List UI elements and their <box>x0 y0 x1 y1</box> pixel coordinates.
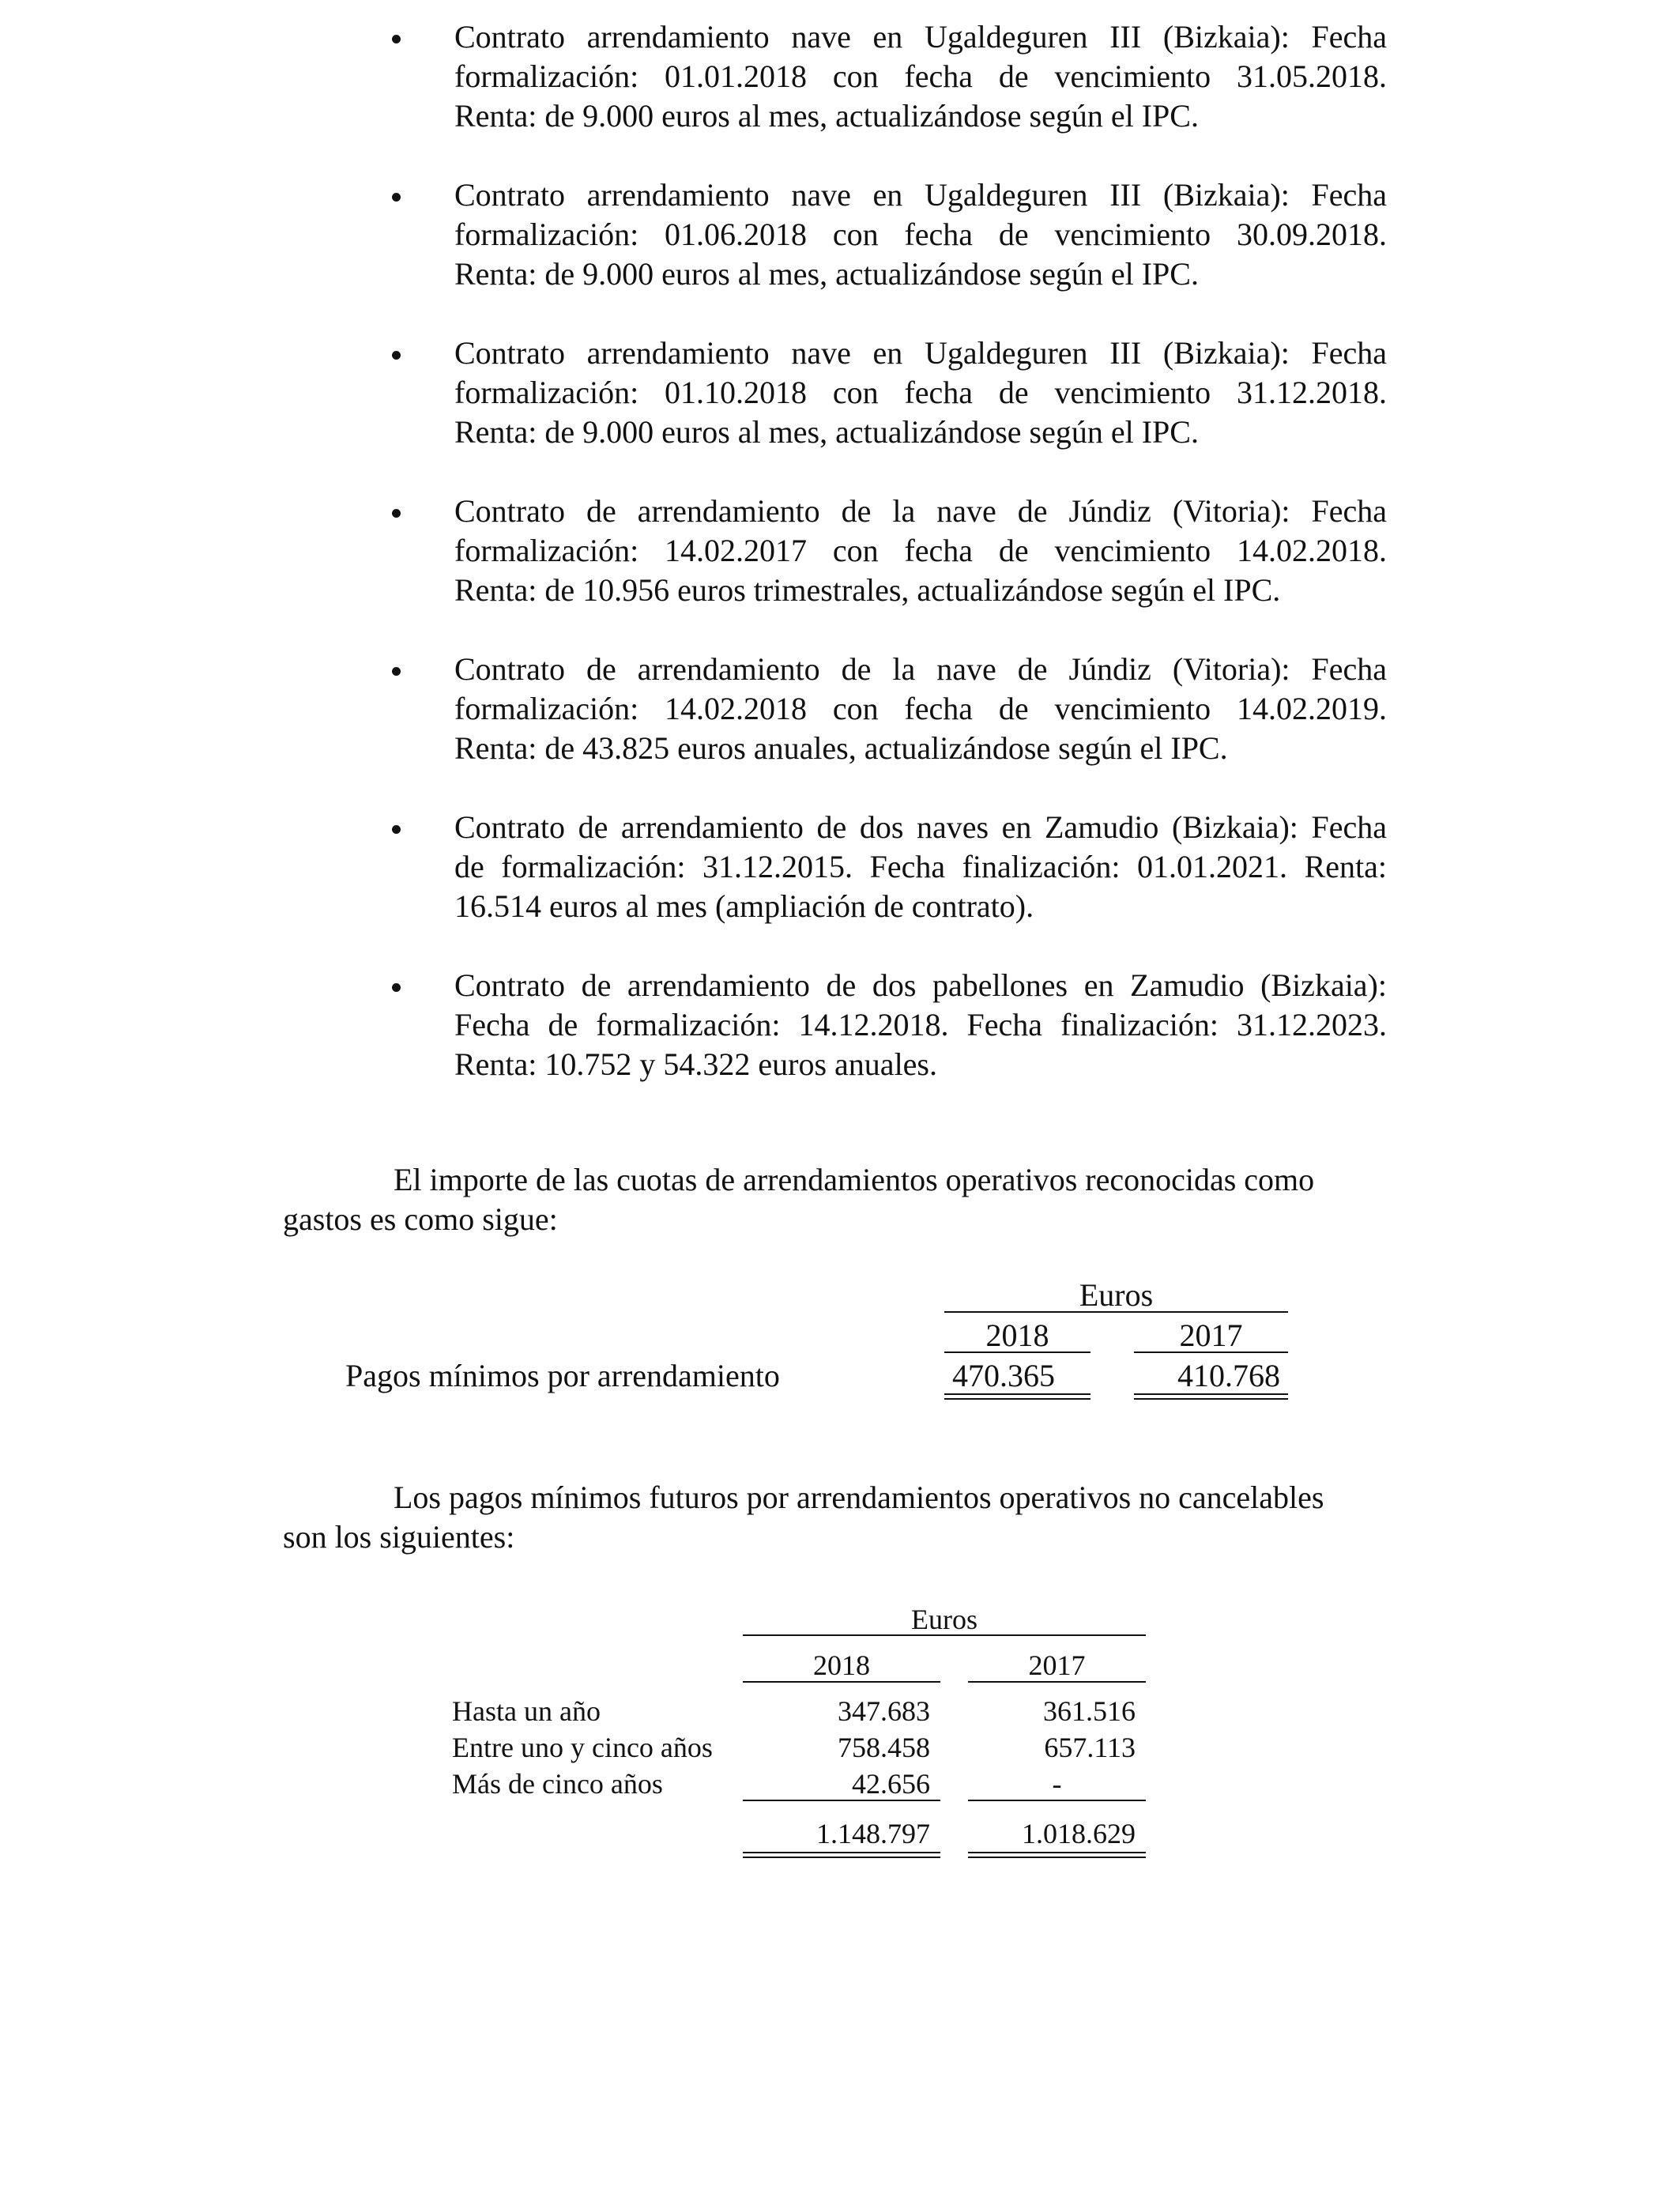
row-label: Pagos mínimos por arrendamiento <box>345 1358 780 1393</box>
divider <box>743 1800 940 1801</box>
value-2017: 361.516 <box>1043 1695 1136 1727</box>
value-2017: 657.113 <box>1044 1732 1136 1763</box>
column-header-2017: 2017 <box>1028 1649 1086 1681</box>
divider <box>944 1351 1090 1353</box>
list-item-line: formalización: 01.10.2018 con fecha de vencimiento 31.12.2018. <box>454 375 1387 410</box>
list-item-line: Renta: de 43.825 euros anuales, actualizándose según el IPC. <box>454 730 1228 766</box>
list-item <box>387 966 1387 1084</box>
list-item-line: Renta: de 9.000 euros al mes, actualizándose según el IPC. <box>454 414 1199 450</box>
double-underline <box>944 1393 1090 1400</box>
expenses-intro-paragraph <box>283 1160 1389 1239</box>
list-item-line: Renta: 10.752 y 54.322 euros anuales. <box>454 1046 937 1082</box>
currency-header: Euros <box>911 1604 977 1635</box>
list-item <box>387 808 1387 926</box>
list-item <box>387 334 1387 452</box>
list-item <box>387 650 1387 768</box>
double-underline <box>743 1852 940 1858</box>
list-item-line: Renta: de 9.000 euros al mes, actualizándose según el IPC. <box>454 98 1199 134</box>
total-2018: 1.148.797 <box>816 1818 930 1849</box>
paragraph-line: El importe de las cuotas de arrendamientos operativos reconocidas como <box>394 1162 1315 1197</box>
divider <box>743 1681 940 1683</box>
total-2017: 1.018.629 <box>1022 1818 1136 1849</box>
list-item-line: Fecha de formalización: 14.12.2018. Fecha finalización: 31.12.2023. <box>454 1007 1387 1042</box>
list-item-line: Renta: de 10.956 euros trimestrales, actualizándose según el IPC. <box>454 572 1281 608</box>
list-item-line: Contrato de arrendamiento de dos naves en Zamudio (Bizkaia): Fecha <box>454 809 1387 845</box>
value-2017: 410.768 <box>1177 1358 1280 1393</box>
value-2017: - <box>1052 1768 1062 1800</box>
divider <box>944 1311 1288 1313</box>
value-2018: 347.683 <box>838 1695 930 1727</box>
column-header-2017: 2017 <box>1179 1318 1243 1353</box>
list-item-line: formalización: 01.01.2018 con fecha de vencimiento 31.05.2018. <box>454 58 1387 94</box>
list-item <box>387 17 1387 136</box>
list-item <box>387 492 1387 610</box>
list-item-line: Contrato de arrendamiento de la nave de Júndiz (Vitoria): Fecha <box>454 651 1387 687</box>
divider <box>968 1681 1146 1683</box>
divider <box>743 1634 1146 1636</box>
list-item-line: Contrato arrendamiento nave en Ugaldeguren III (Bizkaia): Fecha <box>454 335 1387 371</box>
row-label: Entre uno y cinco años <box>452 1732 713 1763</box>
divider <box>968 1800 1146 1801</box>
paragraph-line: Los pagos mínimos futuros por arrendamientos operativos no cancelables <box>394 1480 1324 1515</box>
list-item-line: Contrato de arrendamiento de dos pabellones en Zamudio (Bizkaia): <box>454 967 1387 1003</box>
list-item-line: de formalización: 31.12.2015. Fecha finalización: 01.01.2021. Renta: <box>454 849 1387 884</box>
column-header-2018: 2018 <box>985 1318 1049 1353</box>
value-2018: 758.458 <box>838 1732 930 1763</box>
list-item-line: formalización: 14.02.2017 con fecha de vencimiento 14.02.2018. <box>454 533 1387 568</box>
value-2018: 470.365 <box>952 1358 1055 1393</box>
divider <box>1134 1351 1288 1353</box>
value-2018: 42.656 <box>852 1768 930 1800</box>
list-item-line: Contrato arrendamiento nave en Ugaldeguren III (Bizkaia): Fecha <box>454 19 1387 55</box>
future-payments-paragraph <box>283 1478 1389 1557</box>
list-item-line: formalización: 14.02.2018 con fecha de vencimiento 14.02.2019. <box>454 691 1387 726</box>
double-underline <box>968 1852 1146 1858</box>
list-item <box>387 175 1387 294</box>
row-label: Más de cinco años <box>452 1768 663 1800</box>
list-item-line: Contrato de arrendamiento de la nave de Júndiz (Vitoria): Fecha <box>454 493 1387 529</box>
double-underline <box>1134 1393 1288 1400</box>
list-item-line: Contrato arrendamiento nave en Ugaldeguren III (Bizkaia): Fecha <box>454 177 1387 213</box>
column-header-2018: 2018 <box>813 1649 870 1681</box>
paragraph-line: son los siguientes: <box>283 1519 515 1555</box>
currency-header: Euros <box>1079 1277 1154 1313</box>
row-label: Hasta un año <box>452 1695 601 1727</box>
list-item-line: 16.514 euros al mes (ampliación de contrato). <box>454 888 1034 924</box>
paragraph-line: gastos es como sigue: <box>283 1201 558 1237</box>
list-item-line: formalización: 01.06.2018 con fecha de vencimiento 30.09.2018. <box>454 217 1387 252</box>
lease-contracts-list <box>387 17 1387 1124</box>
list-item-line: Renta: de 9.000 euros al mes, actualizándose según el IPC. <box>454 256 1199 292</box>
